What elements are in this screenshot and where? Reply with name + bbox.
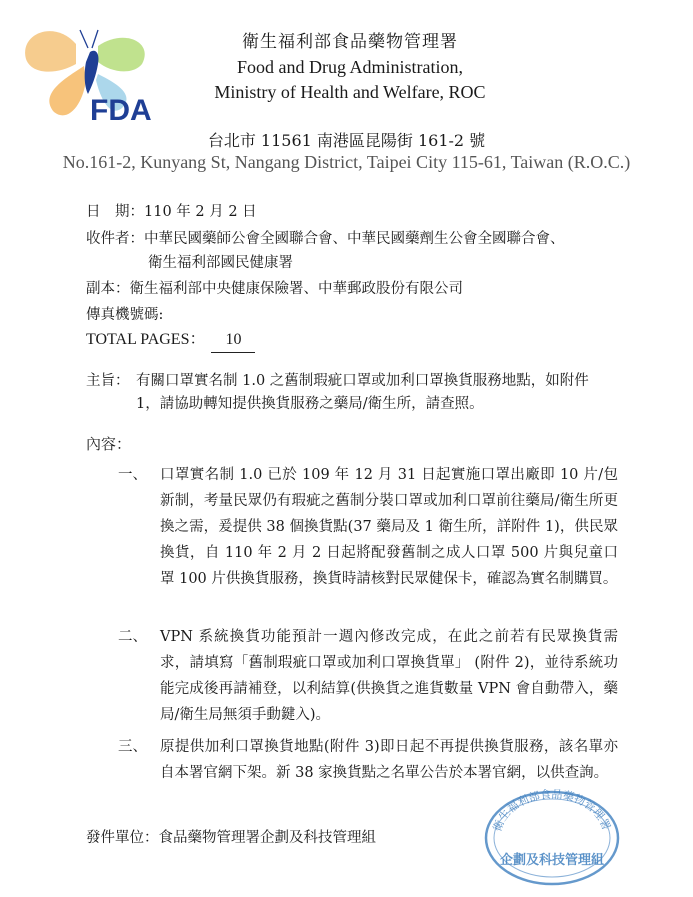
list-item [118, 734, 618, 786]
sender-label: 發件單位： [86, 830, 159, 846]
list-item [118, 624, 618, 728]
fda-logo [14, 24, 164, 124]
agency-name-en-line2: Ministry of Health and Welfare, ROC [214, 82, 486, 102]
seal-inner-text: 企劃及科技管理組 [499, 853, 605, 868]
subject [86, 370, 616, 416]
svg-text:衛生福利部食品藥物管理署 [490, 788, 613, 833]
list-item [118, 462, 618, 592]
subject-text: 有關口罩實名制 1.0 之舊制瑕疵口罩或加利口罩換貨服務地點，如附件 1，請協助轉知提供換貨服務之藥局/衛生所，請查照。 [136, 373, 589, 412]
date-row [86, 200, 257, 224]
total-pages-row [86, 328, 255, 353]
fax-label: 傳真機號碼: [86, 307, 164, 323]
sender-value: 食品藥物管理署企劃及科技管理組 [158, 830, 376, 846]
recipient-line2: 衛生福利部國民健康署 [148, 255, 293, 271]
agency-name-zh: 衛生福利部食品藥物管理署 [242, 32, 458, 52]
item-text: VPN 系統換貨功能預計一週內修改完成，在此之前若有民眾換貨需求，請填寫「舊制瑕疵口罩或加利口罩換貨單」 (附件 2)，並待系統功能完成後再請補登，以利結算(供換貨之進貨數量 VPN 會自動帶入，藥局/衛生局無須手動鍵入)。 [160, 629, 618, 723]
recipient-line1: 中華民國藥師公會全國聯合會、中華民國藥劑生公會全國聯合會、 [144, 231, 565, 247]
recipient-label: 收件者： [86, 231, 144, 247]
cc-label: 副本： [86, 281, 130, 297]
letterhead [190, 30, 510, 105]
item-number: 三、 [118, 739, 147, 755]
cc-value: 衛生福利部中央健康保險署、中華郵政股份有限公司 [129, 281, 463, 297]
item-number: 一、 [118, 467, 147, 483]
recipient-row [86, 227, 565, 251]
official-seal [482, 786, 622, 886]
logo-text: FDA [90, 94, 152, 124]
total-pages-label: TOTAL PAGES： [86, 331, 206, 348]
subject-label: 主旨： [86, 373, 130, 389]
date-value: 110 年 2 月 2 日 [144, 204, 257, 220]
date-label: 日 期： [86, 204, 144, 220]
agency-name-en-line1: Food and Drug Administration, [237, 57, 463, 77]
item-number: 二、 [118, 629, 147, 645]
cc-row [86, 277, 463, 301]
address-zh: 台北市 11561 南港區昆陽街 161-2 號 [207, 131, 486, 150]
sender-row [86, 826, 376, 850]
content-label: 內容： [86, 435, 132, 453]
item-text: 原提供加利口罩換貨地點(附件 3)即日起不再提供換貨服務，該名單亦自本署官網下架。新 38 家換貨點之名單公告於本署官網，以供查詢。 [160, 739, 618, 781]
seal-outer-text: 衛生福利部食品藥物管理署 [490, 787, 613, 834]
address-en: No.161-2, Kunyang St, Nangang District, Taipei City 115-61, Taiwan (R.O.C.) [62, 152, 631, 172]
item-text: 口罩實名制 1.0 已於 109 年 12 月 31 日起實施口罩出廠即 10 片/包新制，考量民眾仍有瑕疵之舊制分裝口罩或加利口罩前往藥局/衛生所更換之需，爰提供 38 個換貨點(37 藥局及 1 衛生所，詳附件 1)，供民眾換貨，自 110 年 2 月 2 日起將配發舊制之成人口罩 500 片與兒童口罩 100 片供換貨服務，換貨時請核對民眾健保卡，確認為實名制購買。 [160, 467, 618, 587]
total-pages-value: 10 [211, 328, 255, 353]
